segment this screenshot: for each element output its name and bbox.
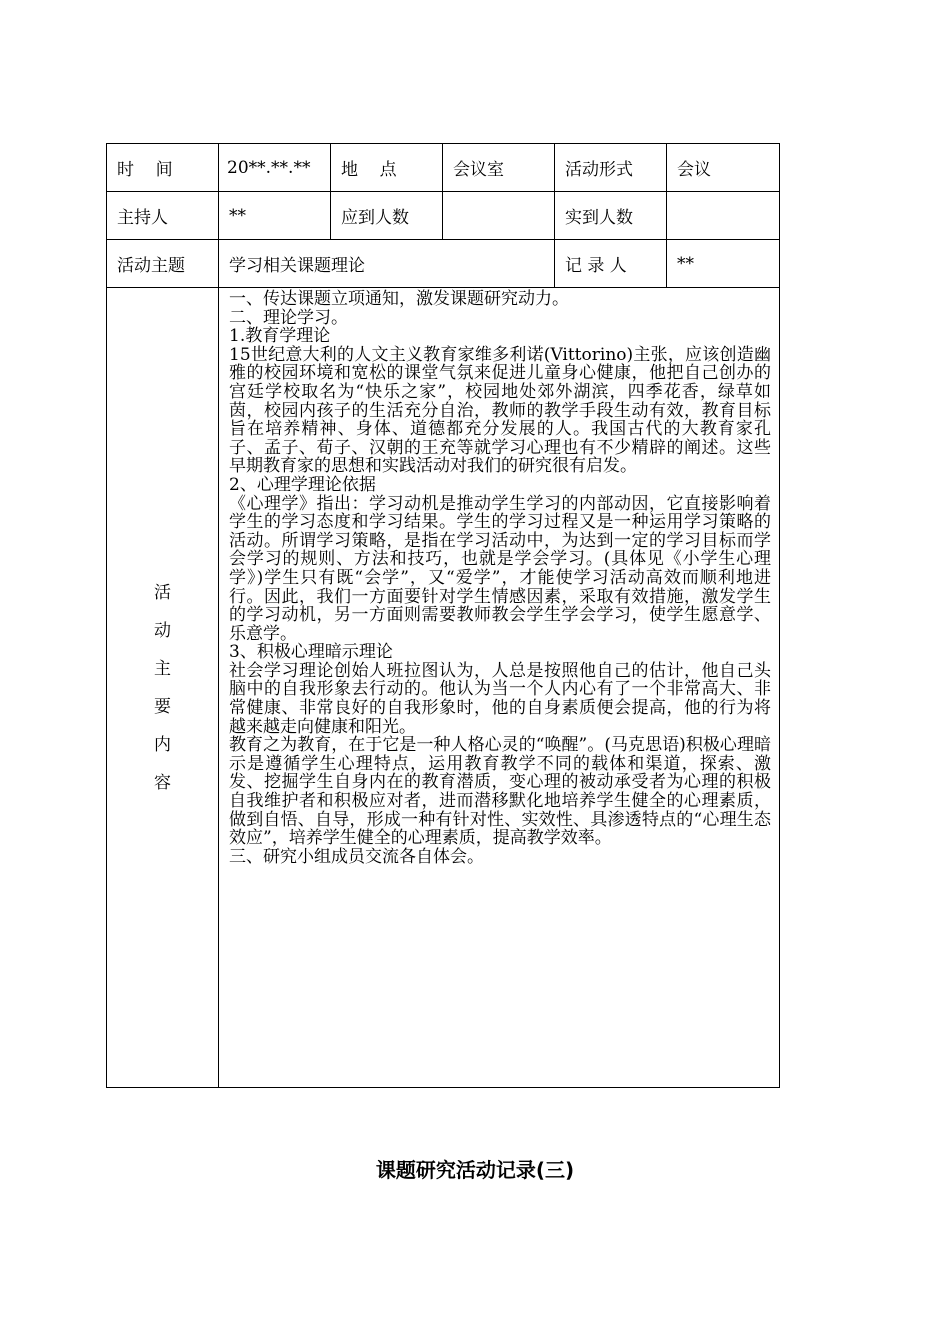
content-paragraph: 2、心理学理论依据 xyxy=(229,474,376,495)
topic-label: 活动主题 xyxy=(107,240,219,288)
expected-count-value xyxy=(443,192,555,240)
label-char: 动 xyxy=(154,620,171,641)
expected-count-label: 应到人数 xyxy=(331,192,443,240)
label-char: 要 xyxy=(154,696,171,717)
place-label: 地 点 xyxy=(331,144,443,192)
label-char: 活 xyxy=(154,582,171,603)
content-paragraph: 三、研究小组成员交流各自体会。 xyxy=(229,846,484,867)
table-row xyxy=(107,240,780,288)
content-paragraph: 二、理论学习。 xyxy=(229,307,348,328)
actual-count-label: 实到人数 xyxy=(555,192,667,240)
time-value: 20**.**.** xyxy=(219,144,331,192)
label-char: 容 xyxy=(154,772,171,793)
content-paragraph: 教育之为教育，在于它是一种人格心灵的“唤醒”。(马克思语)积极心理暗示是遵循学生心理特点，运用教育教学不同的载体和渠道，探索、激发、挖掘学生自身内在的教育潜质，变心理的被动承受者为心理的积极自我维护者和积极应对者，进而潜移默化地培养学生健全的心理素质，做到自悟、自导，形成一种有针对性、实效性、具渗透特点的“心理生态效应”，培养学生健全的心理素质，提高教学效率。 xyxy=(229,735,771,849)
time-label: 时 间 xyxy=(107,144,219,192)
label-char: 主 xyxy=(154,658,171,679)
label-char: 内 xyxy=(154,734,171,755)
table-row xyxy=(107,192,780,240)
content-paragraph: 《心理学》指出：学习动机是推动学生学习的内部动因，它直接影响着学生的学习态度和学习结果。学生的学习过程又是一种运用学习策略的活动。所谓学习策略，是指在学习活动中，为达到一定的学习目标而学会学习的规则、方法和技巧，也就是学会学习。(具体见《小学生心理学》)学生只有既“会学”，又“爱学”，才能使学习活动高效而顺利地进行。因此，我们一方面要针对学生情感因素，采取有效措施，激发学生的学习动机，另一方面则需要教师教会学生学会学习，使学生愿意学、乐意学。 xyxy=(229,493,771,644)
recorder-value: ** xyxy=(667,240,780,288)
content-paragraph: 15世纪意大利的人文主义教育家维多利诺(Vittorino)主张，应该创造幽雅的校园环境和宽松的课堂气氛来促进儿童身心健康，他把自己创办的宫廷学校取名为“快乐之家”，校园地处郊外湖滨，四季花香，绿草如茵，校园内孩子的生活充分自治，教师的教学手段生动有效，教育目标旨在培养精神、身体、道德都充分发展的人。我国古代的大教育家孔子、孟子、荀子、汉朝的王充等就学习心理也有不少精辟的阐述。这些早期教育家的思想和实践活动对我们的研究很有启发。 xyxy=(229,344,771,477)
content-paragraph: 1.教育学理论 xyxy=(229,326,331,347)
form-value: 会议 xyxy=(667,144,780,192)
activity-record-table xyxy=(106,143,780,1088)
recorder-label: 记 录 人 xyxy=(555,240,667,288)
page-title: 课题研究活动记录(三) xyxy=(375,1158,575,1182)
content-paragraph: 一、传达课题立项通知，激发课题研究动力。 xyxy=(229,289,569,309)
main-content-body xyxy=(219,288,780,1088)
actual-count-value xyxy=(667,192,780,240)
table-row xyxy=(107,288,780,1088)
form-label: 活动形式 xyxy=(555,144,667,192)
host-label: 主持人 xyxy=(107,192,219,240)
main-content-label xyxy=(107,288,219,1088)
content-paragraph: 3、积极心理暗示理论 xyxy=(229,642,393,663)
topic-value: 学习相关课题理论 xyxy=(219,240,555,288)
host-value: ** xyxy=(219,192,331,240)
place-value: 会议室 xyxy=(443,144,555,192)
table-row xyxy=(107,144,780,192)
content-paragraph: 社会学习理论创始人班拉图认为，人总是按照他自己的估计，他自己头脑中的自我形象去行动的。他认为当一个人内心有了一个非常高大、非常健康、非常良好的自我形象时，他的自身素质便会提高，他的行为将越来越走向健康和阳光。 xyxy=(229,660,771,737)
